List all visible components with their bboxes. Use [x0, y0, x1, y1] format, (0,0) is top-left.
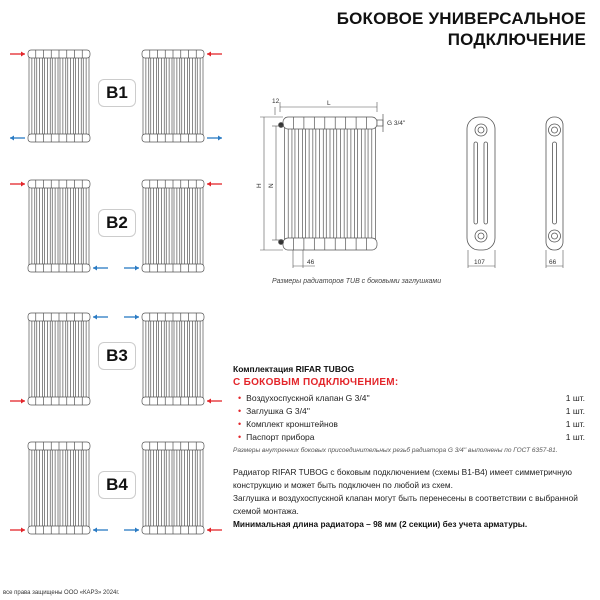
page-title: [337, 8, 586, 50]
description-p3: Минимальная длина радиатора – 98 мм (2 секции) без учета арматуры.: [233, 519, 528, 529]
kit-list: [233, 391, 585, 443]
flow-arrow-icon: [93, 315, 108, 320]
flow-arrow-icon: [207, 399, 222, 404]
flow-arrow-icon: [10, 136, 25, 141]
flow-arrow-icon: [207, 528, 222, 533]
flow-arrow-icon: [124, 266, 139, 271]
kit-item: [233, 430, 585, 443]
dim-axis: N: [268, 183, 275, 188]
flow-arrow-icon: [124, 528, 139, 533]
radiator-icon: [142, 50, 204, 142]
flow-arrow-icon: [10, 182, 25, 187]
copyright: все права защищены ООО «КАРЗ» 2024г.: [3, 590, 120, 596]
scheme-label: B2: [98, 209, 136, 237]
dim-length: L: [327, 100, 331, 107]
radiator-icon: [142, 442, 204, 534]
flow-arrow-icon: [207, 182, 222, 187]
dim-thread: G 3/4'': [387, 120, 406, 127]
radiator-icon: [28, 442, 90, 534]
scheme-label: B4: [98, 471, 136, 499]
kit-item-name: Комплект кронштейнов: [246, 418, 338, 429]
flow-arrow-icon: [10, 52, 25, 57]
bullet-icon: •: [238, 405, 242, 416]
dimension-drawing: [255, 90, 595, 280]
kit-note: Размеры внутренних боковых присоединительных резьб радиатора G 3/4'' выполнены по ГОСТ 6357-81.: [233, 447, 558, 454]
flow-arrow-icon: [93, 266, 108, 271]
drawing-caption: Размеры радиаторов TUB с боковыми заглушками: [272, 278, 442, 285]
kit-item-qty: 1 шт.: [565, 431, 585, 442]
radiator-side-views: [467, 117, 563, 250]
flow-arrow-icon: [207, 136, 222, 141]
flow-arrow-icon: [207, 52, 222, 57]
kit-heading: Комплектация RIFAR TUBOG: [233, 364, 355, 374]
dim-depth-3-column: 107: [474, 259, 485, 266]
bullet-icon: •: [238, 431, 242, 442]
flow-arrow-icon: [93, 528, 108, 533]
title-line-2: ПОДКЛЮЧЕНИЕ: [447, 30, 586, 49]
flow-arrow-icon: [10, 528, 25, 533]
scheme-b1: [0, 45, 230, 145]
kit-item-qty: 1 шт.: [565, 405, 585, 416]
radiator-icon: [28, 50, 90, 142]
title-line-1: БОКОВОЕ УНИВЕРСАЛЬНОЕ: [336, 9, 586, 28]
flow-arrow-icon: [10, 399, 25, 404]
kit-item: [233, 417, 585, 430]
kit-item: [233, 391, 585, 404]
radiator-icon: [142, 313, 204, 405]
bullet-icon: •: [238, 418, 242, 429]
radiator-icon: [142, 180, 204, 272]
kit-subheading: С БОКОВЫМ ПОДКЛЮЧЕНИЕМ:: [233, 377, 399, 388]
radiator-icon: [28, 313, 90, 405]
scheme-b4: [0, 437, 230, 537]
radiator-icon: [28, 180, 90, 272]
dim-offset: 12: [272, 98, 280, 105]
kit-item-name: Паспорт прибора: [246, 431, 315, 442]
kit-item-qty: 1 шт.: [565, 392, 585, 403]
kit-item-qty: 1 шт.: [565, 418, 585, 429]
kit-section: [233, 364, 585, 454]
description: [233, 466, 585, 531]
flow-arrow-icon: [124, 315, 139, 320]
scheme-b2: [0, 175, 230, 275]
radiator-front-view: [279, 114, 384, 250]
description-p2: Заглушка и воздухоспускной клапан могут быть перенесены в соответствии с выбранной схемой монтажа.: [233, 493, 578, 516]
description-p1: Радиатор RIFAR TUBOG с боковым подключением (схемы B1-B4) имеет симметричную конструкцию и может быть подключен по любой из схем.: [233, 467, 573, 490]
scheme-label: B1: [98, 79, 136, 107]
bullet-icon: •: [238, 392, 242, 403]
scheme-b3: [0, 308, 230, 408]
kit-item-name: Заглушка G 3/4'': [246, 405, 310, 416]
dim-pitch: 46: [307, 259, 315, 266]
dim-height: H: [256, 183, 263, 188]
kit-item: [233, 404, 585, 417]
scheme-label: B3: [98, 342, 136, 370]
kit-item-name: Воздухоспускной клапан G 3/4'': [246, 392, 370, 403]
dim-depth-2-column: 66: [549, 259, 557, 266]
